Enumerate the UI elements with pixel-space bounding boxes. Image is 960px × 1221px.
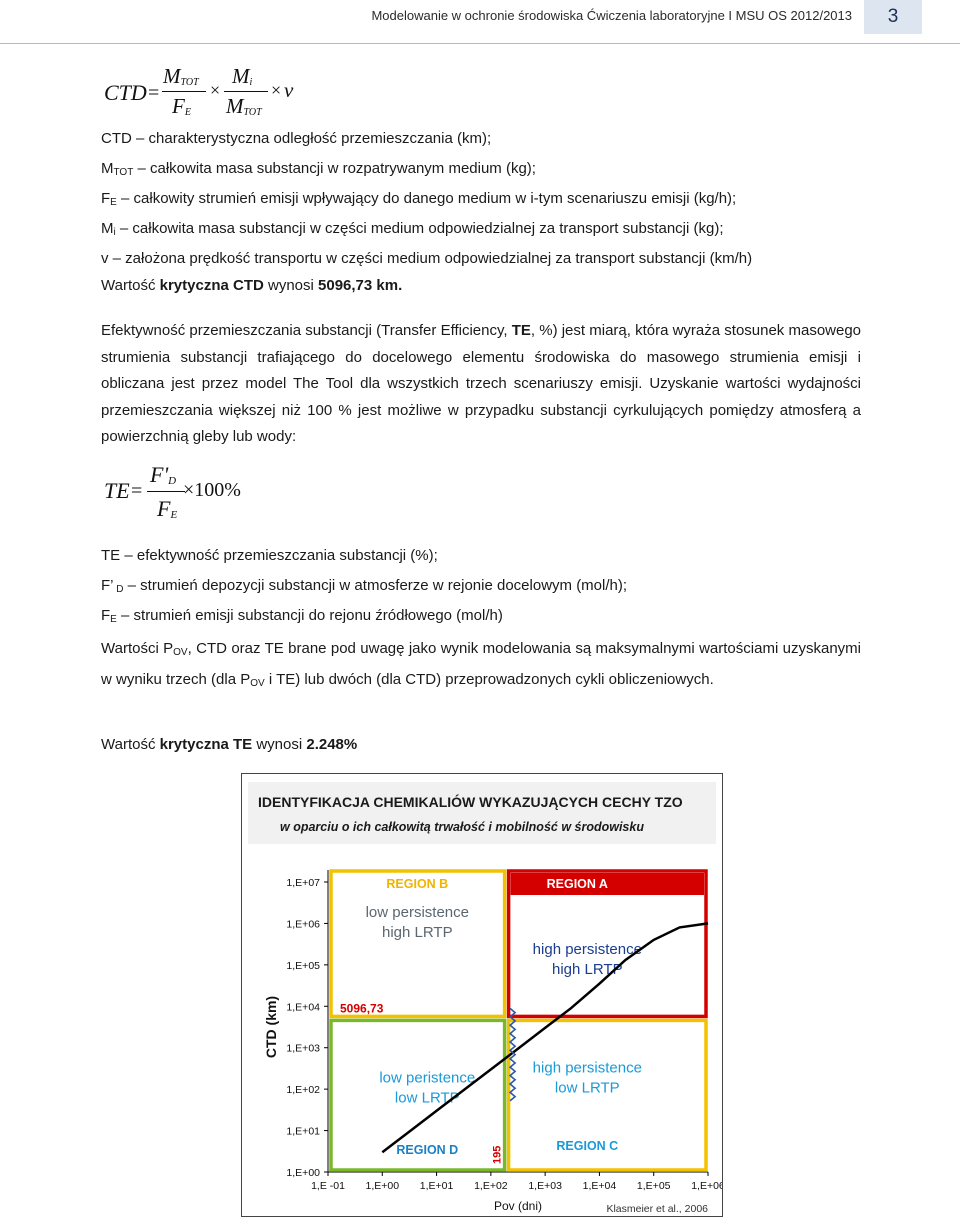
- fraction-bar-2: [224, 91, 268, 92]
- definition-line: $F_E$ – strumień emisji substancji do rejonu źródłowego (mol/h): [101, 607, 503, 625]
- region-b-line1: low persistence: [365, 904, 469, 921]
- region-c-line2: low LRTP: [554, 1079, 620, 1097]
- formula-times: ×: [210, 80, 221, 100]
- header-title: Modelowanie w ochronie środowiska Ćwiczenia laboratoryjne I MSU OS 2012/2013: [371, 8, 852, 23]
- x-axis-title: Pov (dni): [493, 1199, 543, 1213]
- ctd-threshold-label: 5096,73: [340, 1001, 384, 1016]
- formula-eq: =: [148, 82, 160, 104]
- page-header: [0, 0, 960, 44]
- region-b-label: REGION B: [386, 877, 449, 891]
- chart-source: Klasmeier et al., 2006: [606, 1203, 708, 1215]
- definition-line: $M_{TOT}$ – całkowita masa substancji w rozpatrywanym medium (kg);: [101, 160, 536, 178]
- formula-num1: $M_{TOT}$: [163, 64, 199, 88]
- te-fraction-bar: [147, 491, 185, 492]
- definition-line: F’ $_D$ – strumień depozycji substancji w atmosferze w rejonie docelowym (mol/h);: [101, 577, 628, 595]
- x-tick-label: 1,E+00: [365, 1180, 400, 1192]
- region-d-label: REGION D: [396, 1143, 459, 1157]
- fraction-bar-1: [162, 91, 206, 92]
- y-tick-label: 1,E+00: [286, 1167, 320, 1179]
- region-d-line2: low LRTP: [394, 1089, 460, 1107]
- formula-lhs: CTD: [104, 80, 147, 105]
- region-b-line2: high LRTP: [381, 924, 453, 941]
- ctd-critical-value: Wartość krytyczna CTD wynosi 5096,73 km.: [101, 277, 403, 294]
- y-tick-label: 1,E+04: [286, 1001, 320, 1014]
- te-paragraph: Efektywność przemieszczania substancji (Transfer Efficiency, TE, %) jest miarą, która wyraża stosunek masowego strumienia substancji trafiającego do docelowego elementu środowiska do masowego strumienia emisji i obliczana jest przez model The Tool dla wszystkich trzech scenariuszy emisji. Uzyskanie wartości wydajności przemieszczania większej niż 100 % jest możliwe w przypadku substancji cyrkulujących pomiędzy atmosferą a powierzchnią gleby lub wody:: [101, 322, 862, 445]
- page-number: 3: [864, 0, 922, 34]
- header-divider: [0, 43, 960, 44]
- te-formula-rhs: ×100%: [183, 479, 241, 501]
- te-critical-value: Wartość krytyczna TE wynosi 2.248%: [101, 736, 358, 753]
- x-tick-label: 1,E+06: [691, 1180, 722, 1192]
- chart-subtitle: w oparciu o ich całkowitą trwałość i mobilność w środowisku: [280, 820, 644, 834]
- pov-ctd-chart: [241, 773, 723, 1217]
- pov-threshold-label: 195: [491, 1145, 504, 1164]
- chart-svg: [242, 774, 722, 1216]
- formula-den2: $M_{TOT}$: [226, 94, 262, 118]
- region-d-line1: low peristence: [379, 1069, 476, 1087]
- region-c-label: REGION C: [556, 1139, 619, 1153]
- definition-line: v – założona prędkość transportu w części medium odpowiedzialnej za transport substancji (km/h): [101, 250, 753, 267]
- formula-v: ν: [284, 78, 294, 102]
- x-tick-label: 1,E+01: [419, 1180, 454, 1192]
- chart-title: IDENTYFIKACJA CHEMIKALIÓW WYKAZUJĄCYCH CECHY TZO: [258, 794, 683, 810]
- definition-line: $M_i$ – całkowita masa substancji w części medium odpowiedzialnej za transport substancji (kg);: [101, 220, 724, 238]
- region-a-label: REGION A: [546, 877, 608, 891]
- y-tick-label: 1,E+03: [286, 1042, 320, 1055]
- x-tick-label: 1,E -01: [311, 1180, 345, 1192]
- y-axis-title: CTD (km): [263, 995, 279, 1059]
- x-tick-label: 1,E+02: [474, 1180, 508, 1192]
- x-tick-label: 1,E+04: [582, 1180, 617, 1192]
- te-definitions: [101, 543, 861, 633]
- definition-line: $F_E$ – całkowity strumień emisji wpływający do danego medium w i-tym scenariuszu emisji (kg/h);: [101, 190, 737, 208]
- ctd-definitions: [101, 126, 861, 276]
- y-tick-label: 1,E+02: [286, 1084, 320, 1097]
- x-tick-label: 1,E+05: [636, 1180, 671, 1192]
- region-a-line2: high LRTP: [551, 961, 623, 978]
- te-formula-lhs: TE: [104, 478, 130, 503]
- te-formula-num: $F'_D$: [150, 462, 177, 487]
- te-formula-eq: =: [131, 480, 143, 502]
- y-tick-label: 1,E+06: [286, 918, 320, 931]
- y-tick-label: 1,E+07: [286, 877, 320, 889]
- region-c-line1: high persistence: [532, 1059, 642, 1077]
- values-paragraph: Wartości $P_{OV}$, CTD oraz TE brane pod uwagę jako wynik modelowania są maksymalnymi wartościami uzyskanymi w wyniku trzech (dla $P_{OV}$ i TE) lub dwóch (dla CTD) przeprowadzonych cykli obliczeniowych.: [101, 640, 862, 689]
- definition-line: TE – efektywność przemieszczania substancji (%);: [101, 547, 438, 564]
- chart-title-box: [248, 782, 716, 844]
- region-a-line1: high persistence: [532, 941, 642, 958]
- formula-num2: $M_i$: [232, 64, 253, 88]
- y-tick-label: 1,E+01: [286, 1125, 320, 1138]
- x-tick-label: 1,E+03: [528, 1180, 562, 1192]
- y-tick-label: 1,E+05: [286, 959, 320, 972]
- formula-times-2: ×: [271, 80, 282, 100]
- region-b-box: [331, 871, 505, 1016]
- formula-den1: $F_E$: [172, 94, 191, 118]
- definition-line: CTD – charakterystyczna odległość przemieszczania (km);: [101, 130, 492, 147]
- te-formula-den: $F_E$: [157, 496, 178, 521]
